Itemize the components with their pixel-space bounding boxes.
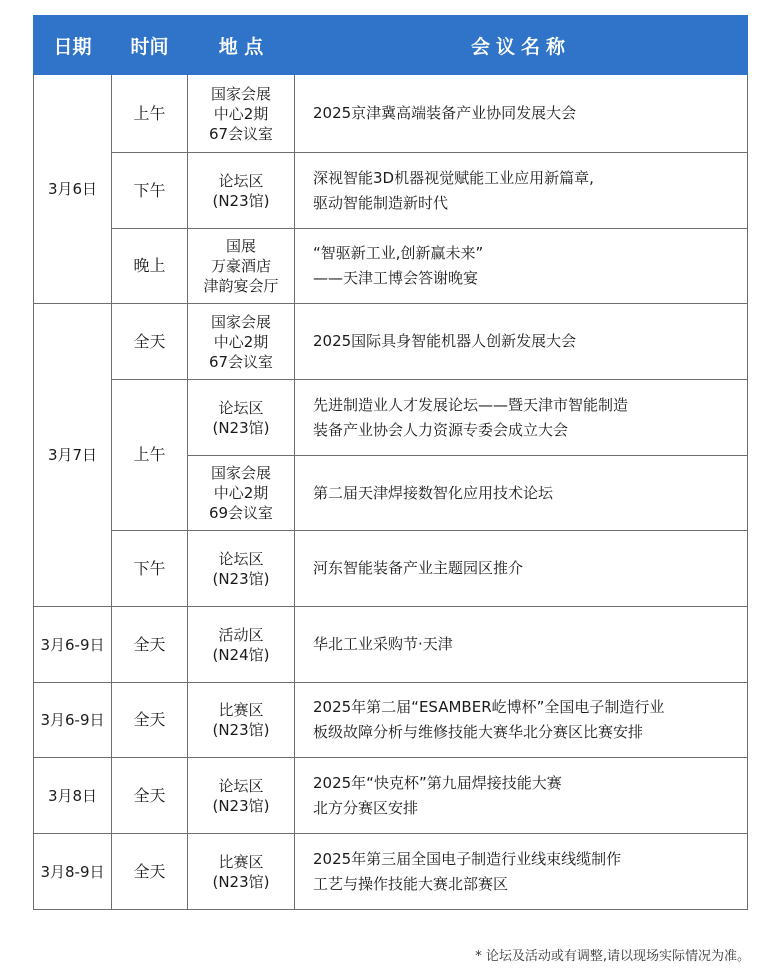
table-row: [34, 380, 748, 456]
venue-line: 国展: [225, 237, 256, 255]
venue-cell: [188, 758, 295, 834]
meeting-title-line: 深视智能3D机器视觉赋能工业应用新篇章,: [313, 168, 594, 187]
time-cell: 全天: [112, 304, 188, 380]
time-cell: 上午: [112, 380, 188, 531]
table-row: [34, 304, 748, 380]
date-cell: 3月8-9日: [34, 834, 112, 910]
meeting-title-line: 河东智能装备产业主题园区推介: [313, 559, 524, 577]
table-row: [34, 153, 748, 229]
meeting-title-line: 驱动智能制造新时代: [313, 193, 449, 212]
meeting-title-line: 板级故障分析与维修技能大赛华北分赛区比赛安排: [313, 723, 644, 741]
meeting-title-line: ——天津工博会答谢晚宴: [313, 269, 479, 287]
venue-cell: [188, 683, 295, 758]
venue-line: 中心2期: [213, 104, 269, 123]
time-cell: 全天: [112, 683, 188, 758]
venue-line: 论坛区: [218, 398, 264, 417]
meeting-title-line: 先进制造业人才发展论坛——暨天津市智能制造: [313, 395, 629, 414]
meeting-title-line: 北方分赛区安排: [313, 798, 419, 817]
venue-cell: [188, 75, 295, 153]
date-cell: 3月7日: [34, 304, 112, 607]
table-row: [34, 834, 748, 910]
venue-line: (N23馆): [212, 872, 270, 891]
venue-line: (N23馆): [212, 191, 270, 210]
venue-line: 比赛区: [218, 701, 264, 719]
meeting-title-line: 2025京津冀高端装备产业协同发展大会: [313, 104, 577, 122]
header-title: 会议名称: [295, 16, 748, 75]
meeting-title-cell: [295, 683, 748, 758]
table-row: [34, 607, 748, 683]
venue-line: 万豪酒店: [210, 257, 271, 275]
meeting-title-line: 2025年“快克杯”第九届焊接技能大赛: [313, 773, 562, 792]
time-cell: 全天: [112, 758, 188, 834]
meeting-title-line: 2025年第二届“ESAMBER屹博杯”全国电子制造行业: [313, 698, 665, 716]
venue-line: (N23馆): [212, 721, 270, 739]
venue-line: 比赛区: [218, 852, 264, 871]
venue-line: 69会议室: [208, 504, 274, 522]
venue-line: (N24馆): [212, 645, 270, 664]
venue-line: 67会议室: [208, 352, 274, 371]
meeting-title-line: 2025年第三届全国电子制造行业线束线缆制作: [313, 849, 622, 868]
table-row: [34, 531, 748, 607]
table-row: [34, 75, 748, 153]
venue-line: 67会议室: [208, 124, 274, 143]
meeting-title-cell: [295, 304, 748, 380]
meeting-title-line: 华北工业采购节·天津: [313, 635, 453, 653]
venue-line: 论坛区: [218, 549, 264, 568]
venue-line: 活动区: [218, 625, 264, 644]
time-cell: 下午: [112, 531, 188, 607]
meeting-title-line: 工艺与操作技能大赛北部赛区: [313, 874, 509, 893]
meeting-title-line: 2025国际具身智能机器人创新发展大会: [313, 332, 577, 350]
venue-cell: [188, 304, 295, 380]
meeting-title-line: 第二届天津焊接数智化应用技术论坛: [313, 483, 554, 502]
venue-line: 国家会展: [210, 464, 271, 482]
time-cell: 上午: [112, 75, 188, 153]
meeting-title-cell: [295, 153, 748, 229]
venue-line: 中心2期: [213, 332, 269, 351]
meeting-title-cell: [295, 75, 748, 153]
venue-cell: [188, 531, 295, 607]
venue-line: 论坛区: [218, 776, 264, 795]
venue-line: (N23馆): [212, 418, 270, 437]
time-cell: 下午: [112, 153, 188, 229]
time-cell: 晚上: [112, 229, 188, 304]
date-cell: 3月6-9日: [34, 683, 112, 758]
meeting-title-cell: [295, 456, 748, 531]
venue-line: (N23馆): [212, 569, 270, 588]
table-row: [34, 758, 748, 834]
meeting-title-cell: [295, 758, 748, 834]
header-time: 时间: [112, 16, 188, 75]
venue-cell: [188, 380, 295, 456]
venue-cell: [188, 607, 295, 683]
venue-cell: [188, 229, 295, 304]
meeting-title-line: “智驱新工业,创新赢未来”: [313, 244, 484, 262]
venue-cell: [188, 456, 295, 531]
header-date: 日期: [34, 16, 112, 75]
meeting-title-cell: [295, 834, 748, 910]
table-row: [34, 683, 748, 758]
meeting-title-cell: [295, 607, 748, 683]
venue-cell: [188, 834, 295, 910]
venue-line: 中心2期: [213, 484, 269, 502]
time-cell: 全天: [112, 607, 188, 683]
meeting-title-cell: [295, 229, 748, 304]
venue-line: (N23馆): [212, 796, 270, 815]
venue-cell: [188, 153, 295, 229]
venue-line: 国家会展: [210, 312, 271, 331]
venue-line: 国家会展: [210, 84, 271, 103]
time-cell: 全天: [112, 834, 188, 910]
date-cell: 3月6-9日: [34, 607, 112, 683]
footnote: * 论坛及活动或有调整,请以现场实际情况为准。: [475, 949, 750, 964]
table-header-row: [34, 16, 748, 75]
venue-line: 津韵宴会厅: [203, 277, 279, 295]
header-venue: 地 点: [188, 16, 295, 75]
meeting-title-line: 装备产业协会人力资源专委会成立大会: [313, 420, 569, 439]
date-cell: 3月6日: [34, 75, 112, 304]
date-cell: 3月8日: [34, 758, 112, 834]
schedule-table: [33, 15, 748, 910]
meeting-title-cell: [295, 531, 748, 607]
venue-line: 论坛区: [218, 171, 264, 190]
table-row: [34, 229, 748, 304]
meeting-title-cell: [295, 380, 748, 456]
